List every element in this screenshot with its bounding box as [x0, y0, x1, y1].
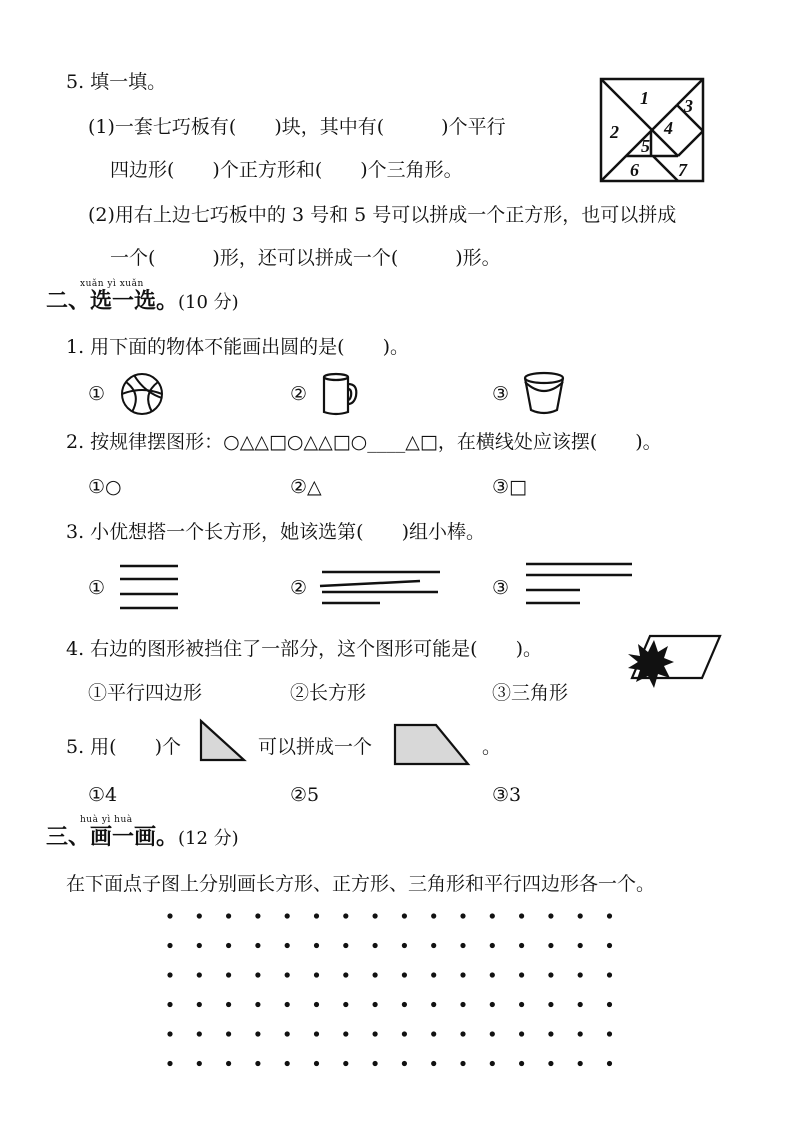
grid-dot: [431, 1002, 436, 1007]
tangram-label-5: 5: [641, 136, 650, 156]
s2-q3-text: 3. 小优想搭一个长方形，她该选第( )组小棒。: [66, 521, 485, 543]
grid-dot: [373, 1031, 378, 1036]
dot-grid[interactable]: [160, 908, 630, 1068]
section3-title: 三、画一画。: [46, 824, 179, 850]
tangram-label-3: 3: [684, 96, 693, 116]
grid-dot: [314, 943, 319, 948]
s2-q1-text: 1. 用下面的物体不能画出圆的是( )。: [66, 336, 409, 358]
grid-dot: [197, 1061, 202, 1066]
s2-q3-opt3: ③: [492, 577, 510, 599]
tangram-label-6: 6: [630, 160, 639, 180]
s2-q5-text-c: 。: [482, 736, 502, 758]
s2-q4-opt3: ③三角形: [492, 682, 569, 704]
grid-dot: [197, 913, 202, 918]
grid-dot: [226, 913, 231, 918]
sticks-group-2: [320, 568, 444, 608]
grid-dot: [607, 1002, 612, 1007]
q5-part2-line2: 一个( )形，还可以拼成一个( )形。: [110, 247, 501, 269]
section2-title: 二、选一选。: [46, 288, 179, 314]
s3-instruction: 在下面点子图上分别画长方形、正方形、三角形和平行四边形各一个。: [66, 873, 656, 895]
grid-dot: [226, 943, 231, 948]
s2-q5-opt1: ①4: [88, 784, 118, 806]
grid-dot: [431, 1061, 436, 1066]
grid-dot: [607, 972, 612, 977]
section3-heading: [46, 824, 239, 852]
grid-dot: [343, 1061, 348, 1066]
tangram-figure: [600, 78, 704, 182]
grid-dot: [460, 1031, 465, 1036]
grid-dot: [578, 1061, 583, 1066]
grid-dot: [519, 913, 524, 918]
grid-dot: [255, 943, 260, 948]
grid-dot: [402, 1061, 407, 1066]
grid-dot: [548, 1002, 553, 1007]
s2-q4-text: 4. 右边的图形被挡住了一部分，这个图形可能是( )。: [66, 638, 542, 660]
q5-title: 5. 填一填。: [66, 71, 167, 93]
grid-dot: [343, 1002, 348, 1007]
q5-part1-line2: 四边形( )个正方形和( )个三角形。: [110, 159, 463, 181]
grid-dot: [197, 1002, 202, 1007]
grid-dot: [314, 1061, 319, 1066]
tangram-label-1: 1: [640, 88, 649, 108]
grid-dot: [548, 1061, 553, 1066]
grid-dot: [578, 943, 583, 948]
s2-q5-text-a: 5. 用( )个: [66, 736, 181, 758]
section2-heading: [46, 288, 239, 316]
s2-q2-opt3: ③□: [492, 476, 527, 498]
grid-dot: [167, 943, 172, 948]
grid-dot: [548, 943, 553, 948]
grid-dot: [285, 1031, 290, 1036]
grid-dot: [460, 972, 465, 977]
grid-dot: [255, 1061, 260, 1066]
s2-q3-opt2: ②: [290, 577, 308, 599]
tangram-label-2: 2: [610, 122, 619, 142]
grid-dot: [402, 943, 407, 948]
grid-dot: [607, 1061, 612, 1066]
grid-dot: [226, 972, 231, 977]
section3-score: (12 分): [178, 828, 239, 849]
s2-q5-text-b: 可以拼成一个: [258, 736, 373, 758]
grid-dot: [373, 913, 378, 918]
section2-pinyin: xuǎn yì xuǎn: [80, 279, 144, 289]
s2-q5-opt3: ③3: [492, 784, 522, 806]
grid-dot: [255, 1031, 260, 1036]
grid-dot: [519, 1031, 524, 1036]
grid-dot: [285, 972, 290, 977]
grid-dot: [519, 1061, 524, 1066]
sticks-group-3: [524, 560, 636, 608]
trapezoid-icon: [392, 722, 472, 768]
grid-dot: [402, 913, 407, 918]
section2-score: (10 分): [178, 292, 239, 313]
grid-dot: [490, 1002, 495, 1007]
grid-dot: [578, 972, 583, 977]
hidden-parallelogram-figure: [626, 632, 726, 694]
grid-dot: [285, 943, 290, 948]
grid-dot: [167, 972, 172, 977]
grid-dot: [255, 972, 260, 977]
grid-dot: [226, 1002, 231, 1007]
s2-q2-text: 2. 按规律摆图形：○△△□○△△□○____△□，在横线处应该摆( )。: [66, 431, 662, 453]
grid-dot: [167, 1002, 172, 1007]
grid-dot: [343, 913, 348, 918]
grid-dot: [548, 1031, 553, 1036]
basketball-icon: [120, 372, 164, 416]
grid-dot: [578, 913, 583, 918]
grid-dot: [314, 1002, 319, 1007]
s2-q3-opt1: ①: [88, 577, 106, 599]
grid-dot: [490, 943, 495, 948]
grid-dot: [197, 1031, 202, 1036]
grid-dot: [607, 913, 612, 918]
grid-dot: [285, 913, 290, 918]
s2-q1-opt2: ②: [290, 383, 308, 405]
grid-dot: [343, 1031, 348, 1036]
grid-dot: [460, 1061, 465, 1066]
grid-dot: [431, 1031, 436, 1036]
grid-dot: [460, 913, 465, 918]
bucket-icon: [522, 370, 568, 416]
grid-dot: [343, 943, 348, 948]
grid-dot: [460, 943, 465, 948]
s2-q4-opt1: ①平行四边形: [88, 682, 203, 704]
grid-dot: [314, 972, 319, 977]
tangram-label-4: 4: [664, 118, 673, 138]
grid-dot: [607, 943, 612, 948]
starburst-icon: [628, 640, 674, 688]
grid-dot: [314, 1031, 319, 1036]
grid-dot: [431, 943, 436, 948]
grid-dot: [285, 1061, 290, 1066]
grid-dot: [490, 1031, 495, 1036]
grid-dot: [197, 943, 202, 948]
grid-dot: [578, 1002, 583, 1007]
grid-dot: [314, 913, 319, 918]
grid-dot: [548, 913, 553, 918]
grid-dot: [285, 1002, 290, 1007]
grid-dot: [226, 1031, 231, 1036]
s2-q4-opt2: ②长方形: [290, 682, 367, 704]
s2-q2-opt1: ①○: [88, 476, 122, 498]
sticks-group-1: [120, 562, 182, 612]
small-triangle-icon: [198, 718, 248, 764]
grid-dot: [167, 1061, 172, 1066]
grid-dot: [548, 972, 553, 977]
grid-dot: [431, 972, 436, 977]
grid-dot: [578, 1031, 583, 1036]
grid-dot: [519, 972, 524, 977]
grid-dot: [402, 1031, 407, 1036]
grid-dot: [373, 943, 378, 948]
mug-icon: [320, 372, 360, 416]
grid-dot: [519, 1002, 524, 1007]
s2-q1-opt1: ①: [88, 383, 106, 405]
grid-dot: [197, 972, 202, 977]
grid-dot: [255, 1002, 260, 1007]
grid-dot: [607, 1031, 612, 1036]
grid-dot: [431, 913, 436, 918]
s2-q1-opt3: ③: [492, 383, 510, 405]
grid-dot: [402, 1002, 407, 1007]
tangram-label-7: 7: [678, 160, 687, 180]
grid-dot: [255, 913, 260, 918]
grid-dot: [490, 972, 495, 977]
q5-part1-line1: (1)一套七巧板有( )块，其中有( )个平行: [88, 116, 506, 138]
grid-dot: [519, 943, 524, 948]
grid-dot: [490, 913, 495, 918]
grid-dot: [373, 972, 378, 977]
grid-dot: [343, 972, 348, 977]
grid-dot: [226, 1061, 231, 1066]
grid-dot: [167, 1031, 172, 1036]
grid-dot: [402, 972, 407, 977]
section3-pinyin: huà yì huà: [80, 815, 133, 825]
grid-dot: [167, 913, 172, 918]
grid-dot: [373, 1002, 378, 1007]
s2-q5-opt2: ②5: [290, 784, 320, 806]
grid-dot: [490, 1061, 495, 1066]
q5-part2-line1: (2)用右上边七巧板中的 3 号和 5 号可以拼成一个正方形，也可以拼成: [88, 204, 677, 226]
grid-dot: [460, 1002, 465, 1007]
s2-q2-opt2: ②△: [290, 476, 322, 498]
grid-dot: [373, 1061, 378, 1066]
